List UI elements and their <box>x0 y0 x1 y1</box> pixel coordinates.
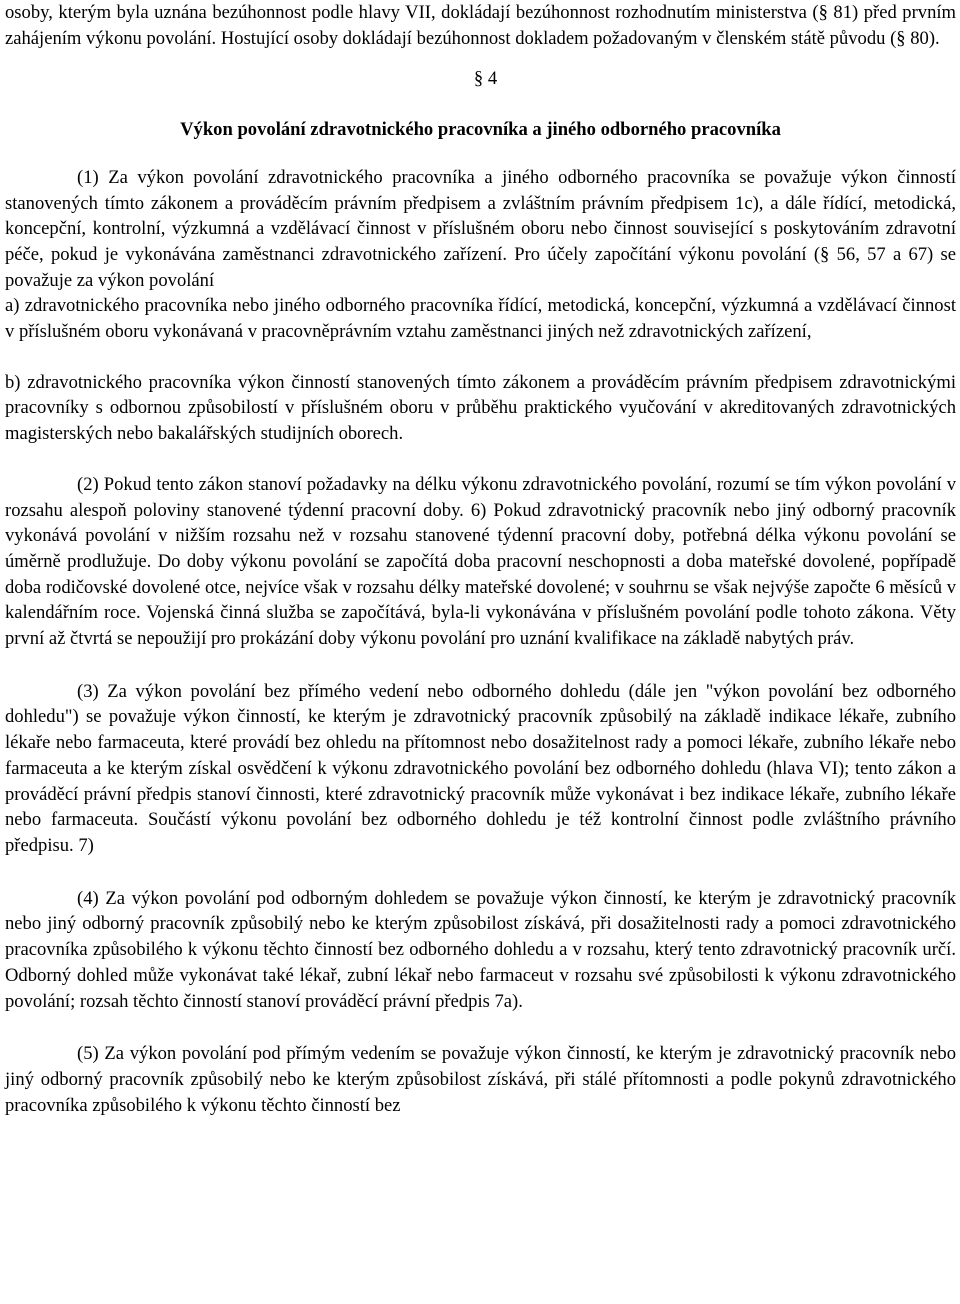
paragraph-5: (5) Za výkon povolání pod přímým vedením se považuje výkon činností, ke kterým je zdravotnický pracovník nebo jiný odborný pracovník způsobilý nebo ke kterým způsobilost získává, při stálé přítomnosti a podle pokynů zdravotnického pracovníka způsobilého k výkonu těchto činností bez <box>5 1043 956 1116</box>
section-number: § 4 <box>473 68 498 90</box>
paragraph-4: (4) Za výkon povolání pod odborným dohledem se považuje výkon činností, ke kterým je zdravotnický pracovník nebo jiný odborný pracovník způsobilý nebo ke kterým způsobilost získává, při dosažitelnosti rady a pomoci zdravotnického pracovníka způsobilého k výkonu těchto činností bez odborného dohledu a v rozsahu, který tento zdravotnický pracovník určí. Odborný dohled může vykonávat také lékař, zubní lékař nebo farmaceut v rozsahu své způsobilosti k výkonu zdravotnického povolání; rozsah těchto činností stanoví prováděcí právní předpis 7a). <box>5 887 956 1012</box>
paragraph-2: (2) Pokud tento zákon stanoví požadavky na délku výkonu zdravotnického povolání, rozumí se tím výkon povolání v rozsahu alespoň poloviny stanovené týdenní pracovní doby. 6) Pokud zdravotnický pracovník nebo jiný odborný pracovník vykonává povolání v nižším rozsahu než v rozsahu stanovené týdenní pracovní doby, potřebná délka výkonu povolání se úměrně prodlužuje. Do doby výkonu povolání se započítá doba pracovní neschopnosti a doba mateřské dovolené, popřípadě doba rodičovské dovolené otce, nejvíce však v rozsahu délky mateřské dovolené; v souhrnu se však nejvýše započte 6 měsíců v kalendářním roce. Vojenská činná služba se započítává, byla-li vykonávána v příslušném povolání podle tohoto zákona. Věty první až čtvrtá se nepoužijí pro prokázání doby výkonu povolání pro uznání kvalifikace na základě nabytých práv. <box>5 473 956 650</box>
intro-paragraph: osoby, kterým byla uznána bezúhonnost podle hlavy VII, dokládají bezúhonnost rozhodnutím ministerstva (§ 81) před prvním zahájením výkonu povolání. Hostující osoby dokládají bezúhonnost dokladem požadovaným v členském státě původu (§ 80). <box>5 2 956 49</box>
paragraph-3: (3) Za výkon povolání bez přímého vedení nebo odborného dohledu (dále jen "výkon povolání bez odborného dohledu") se považuje výkon činností, ke kterým je zdravotnický pracovník způsobilý na základě indikace lékaře, zubního lékaře nebo farmaceuta, které provádí bez ohledu na přítomnost nebo dosažitelnost rady a pomoci lékaře, zubního lékaře nebo farmaceuta a ke kterým získal osvědčení k výkonu zdravotnického povolání bez odborného dohledu (hlava VI); tento zákon a prováděcí právní předpis stanoví činnosti, které zdravotnický pracovník může vykonávat i bez indikace lékaře, zubního lékaře nebo farmaceuta. Součástí výkonu povolání bez odborného dohledu je též kontrolní činnost podle zvláštního právního předpisu. 7) <box>5 680 956 856</box>
paragraph-1: (1) Za výkon povolání zdravotnického pracovníka a jiného odborného pracovníka se považuje výkon činností stanovených tímto zákonem a prováděcím právním předpisem a zvláštním právním předpisem 1c), a dále řídící, metodická, koncepční, kontrolní, výzkumná a vzdělávací činnost v příslušném oboru nebo činnost související s poskytováním zdravotní péče, pokud je vykonávána zaměstnanci zdravotnického zařízení. Pro účely započítání výkonu povolání (§ 56, 57 a 67) se považuje za výkon povolání <box>5 166 956 291</box>
section-title: Výkon povolání zdravotnického pracovníka a jiného odborného pracovníka <box>180 119 781 141</box>
document-page <box>5 0 956 1118</box>
list-item-b: b) zdravotnického pracovníka výkon činností stanovených tímto zákonem a prováděcím právním předpisem zdravotnickými pracovníky s odbornou způsobilostí v příslušném oboru v průběhu praktického vyučování v akreditovaných zdravotnických magisterských nebo bakalářských studijních oborech. <box>5 371 956 445</box>
list-item-a: a) zdravotnického pracovníka nebo jiného odborného pracovníka řídící, metodická, koncepční, výzkumná a vzdělávací činnost v příslušném oboru vykonávaná v pracovněprávním vztahu zaměstnanci jiných než zdravotnických zařízení, <box>5 295 956 343</box>
